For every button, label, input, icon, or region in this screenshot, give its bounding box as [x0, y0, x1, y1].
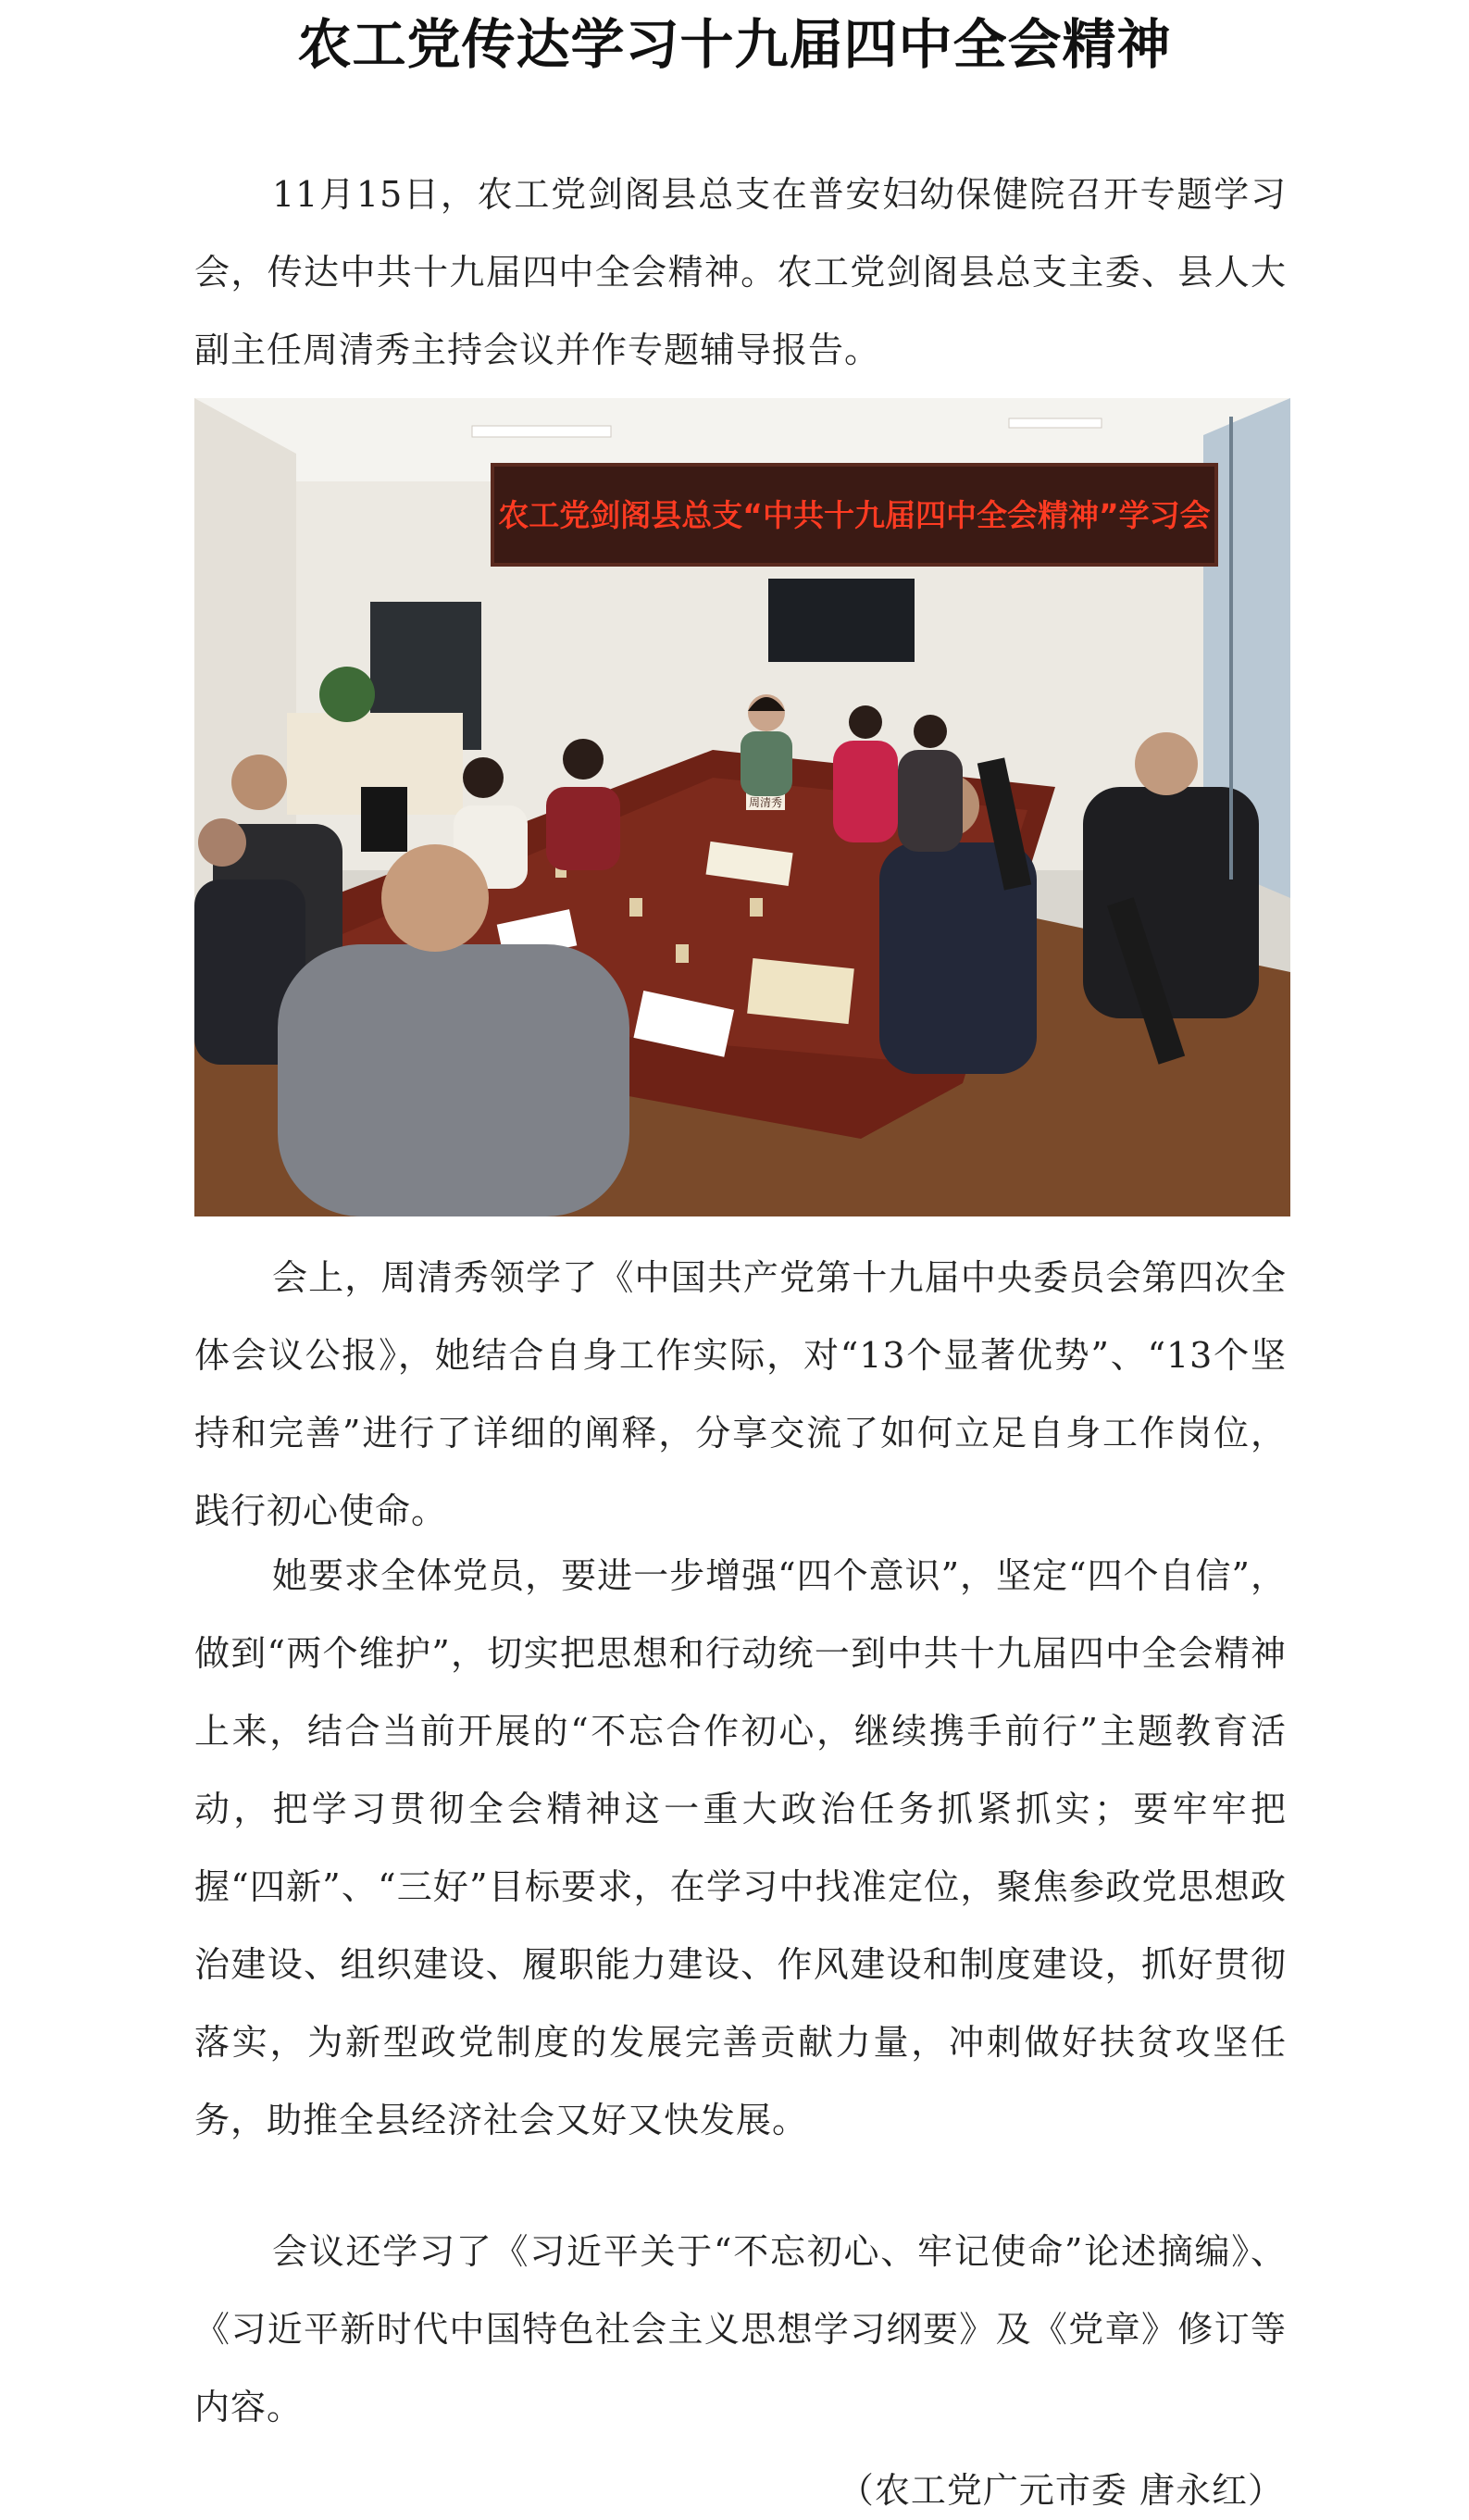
- article-title: 农工党传达学习十九届四中全会精神: [297, 13, 1172, 76]
- article-signature: （农工党广元市委 唐永红）: [838, 2470, 1284, 2511]
- photo-nameplate-text: 周清秀: [748, 796, 783, 809]
- article-paragraph-2: 会上，周清秀领学了《中国共产党第十九届中央委员会第四次全体会议公报》，她结合自身工作实际，对“13个显著优势”、“13个坚持和完善”进行了详细的阐释，分享交流了如何立足自身工作岗位，践行初心使命。: [194, 1257, 1287, 1531]
- article-paragraph-4: 会议还学习了《习近平关于“不忘初心、牢记使命”论述摘编》、《习近平新时代中国特色社会主义思想学习纲要》及《党章》修订等内容。: [194, 2231, 1287, 2427]
- meeting-photo-illustration: [194, 398, 1290, 1216]
- article-paragraph-1: 11月15日，农工党剑阁县总支在普安妇幼保健院召开专题学习会，传达中共十九届四中全会精神。农工党剑阁县总支主委、县人大副主任周清秀主持会议并作专题辅导报告。: [194, 174, 1287, 370]
- photo-banner-text: 农工党剑阁县总支“中共十九届四中全会精神”学习会: [498, 497, 1211, 533]
- article-paragraph-3: 她要求全体党员，要进一步增强“四个意识”，坚定“四个自信”，做到“两个维护”，切实把思想和行动统一到中共十九届四中全会精神上来，结合当前开展的“不忘合作初心，继续携手前行”主题教育活动，把学习贯彻全会精神这一重大政治任务抓紧抓实；要牢牢把握“四新”、“三好”目标要求，在学习中找准定位，聚焦参政党思想政治建设、组织建设、履职能力建设、作风建设和制度建设，抓好贯彻落实，为新型政党制度的发展完善贡献力量，冲刺做好扶贫攻坚任务，助推全县经济社会又好又快发展。: [194, 1555, 1287, 2140]
- meeting-photo: [194, 398, 1290, 1216]
